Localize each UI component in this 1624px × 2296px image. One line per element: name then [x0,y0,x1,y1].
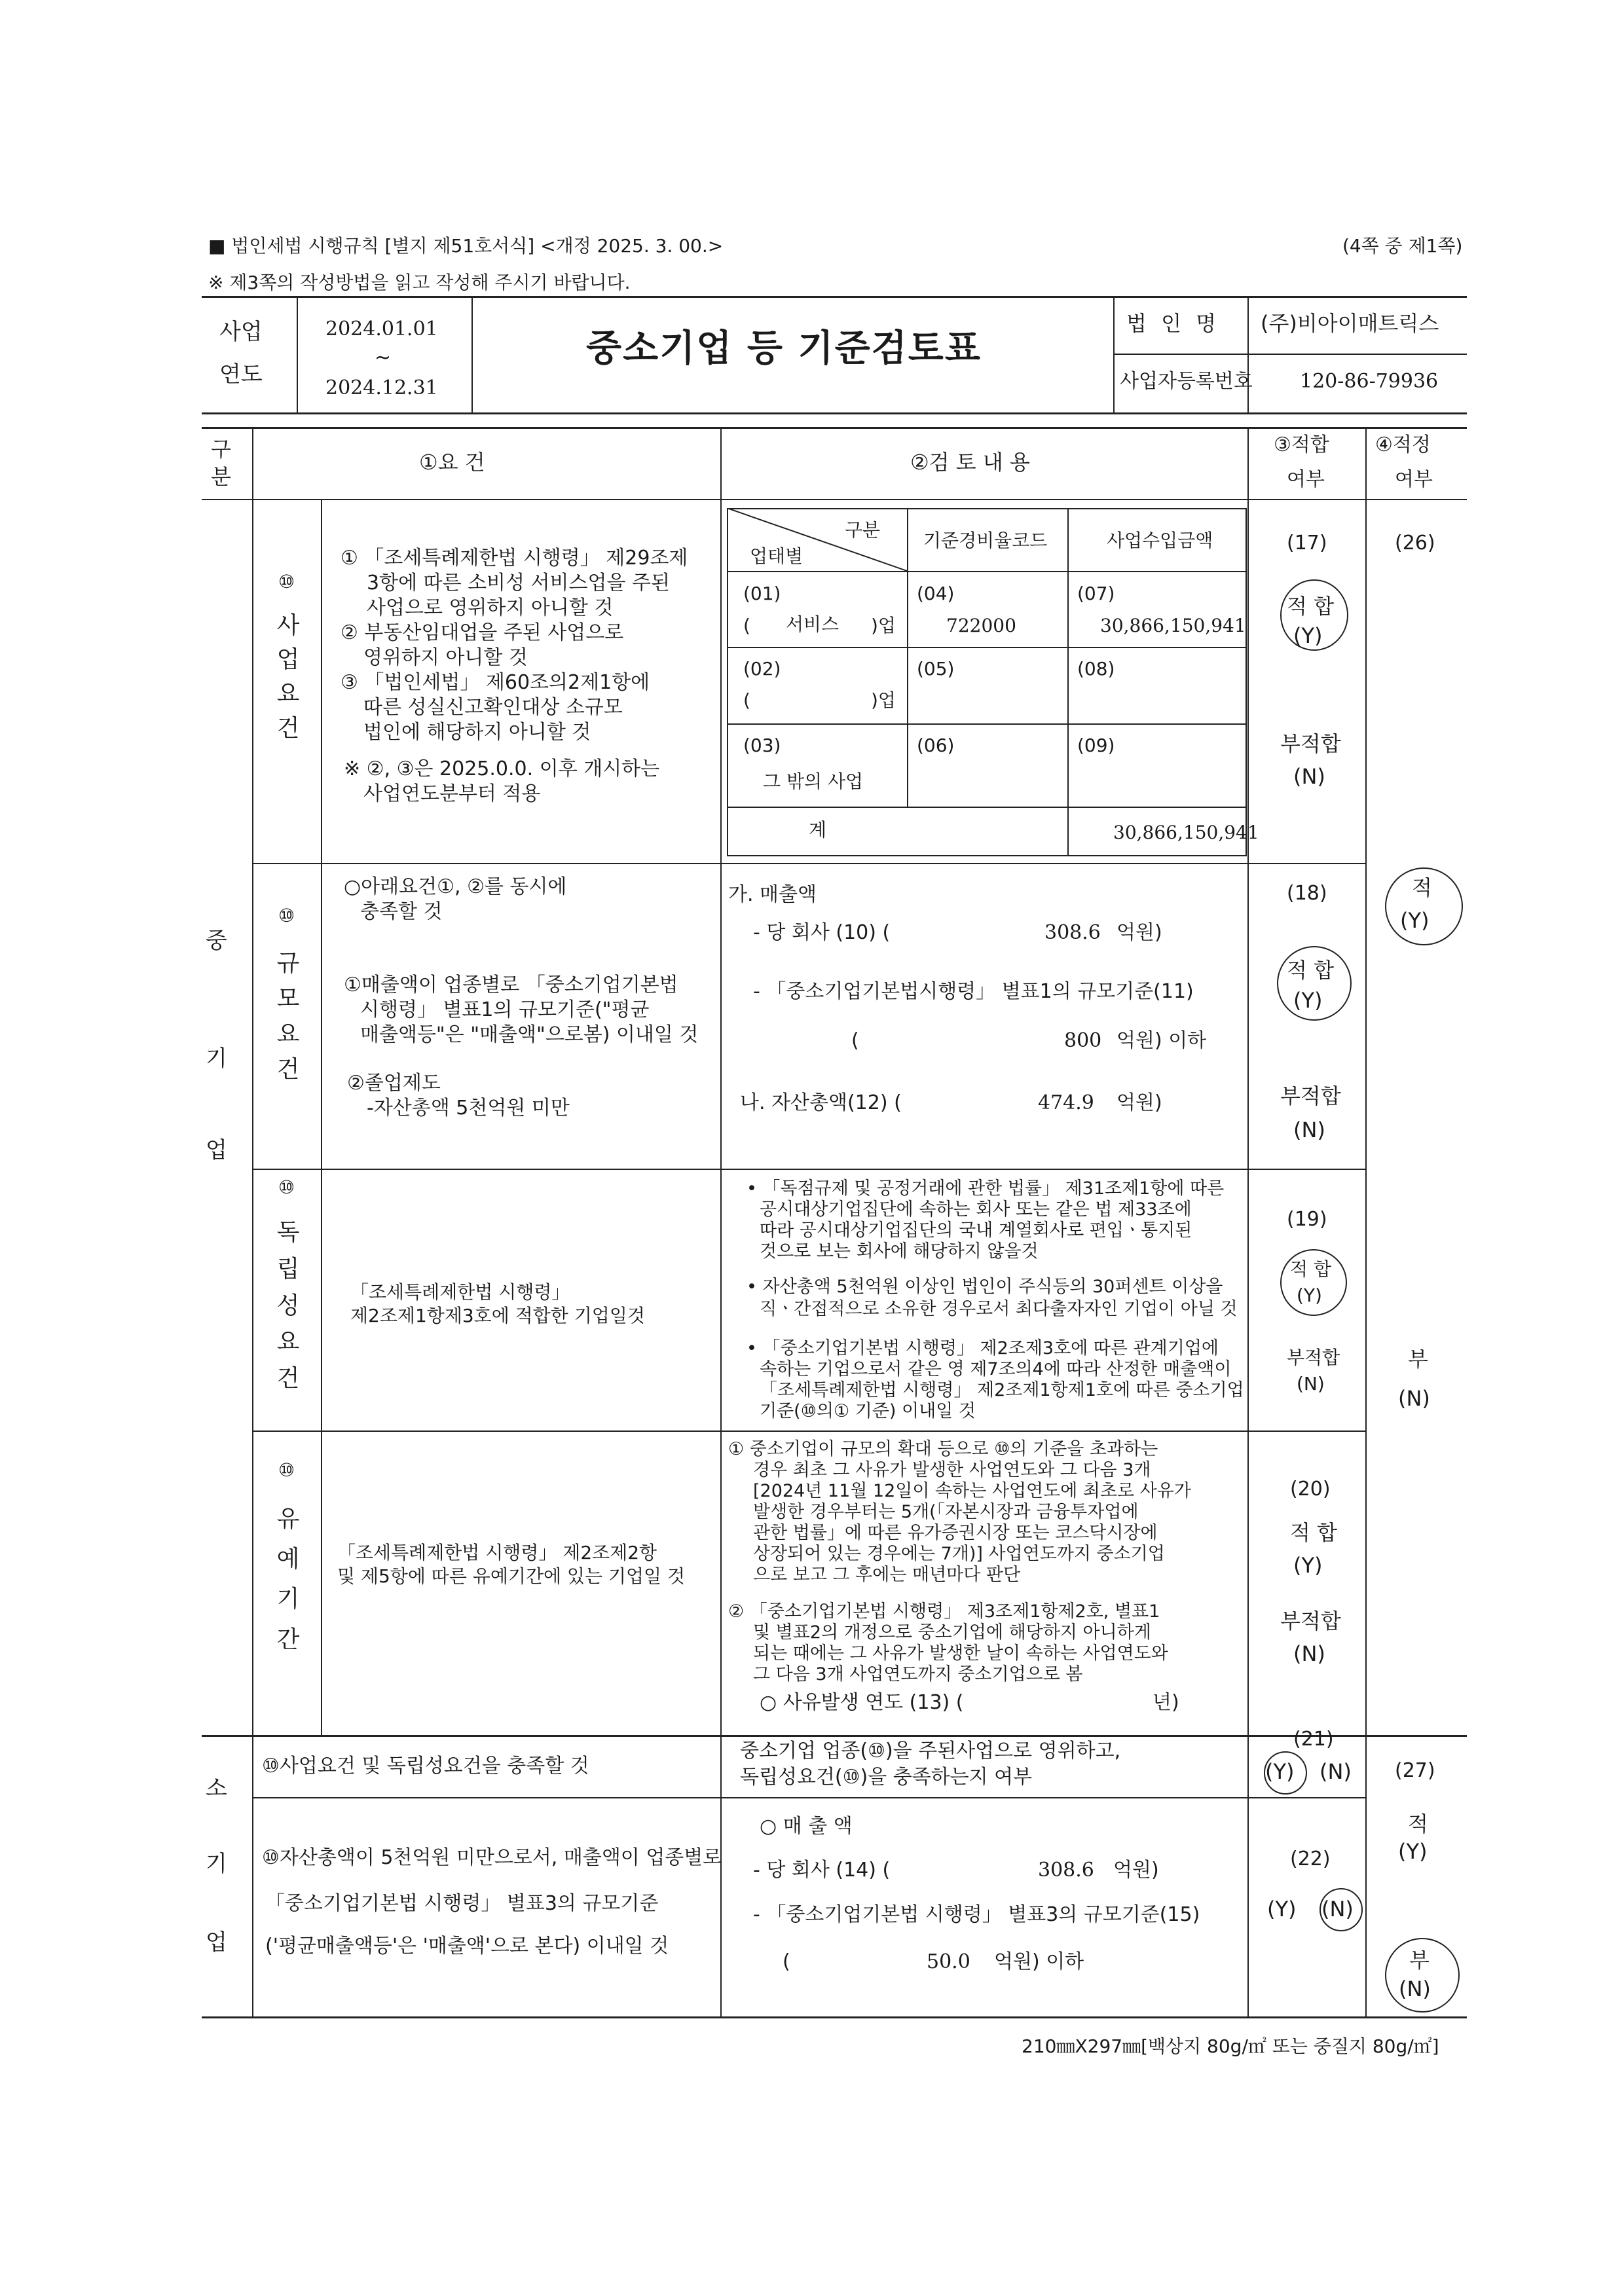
r101-proper-code: (26) [1395,532,1435,555]
r102-req-1: ○아래요건①, ②를 동시에 [344,875,567,898]
r104-rev-11: 그 다음 3개 사업연도까지 중소기업으로 봄 [753,1664,1083,1685]
section-sme-char-2: 기 [206,1046,227,1072]
col-line-review [1247,427,1249,2016]
r105-rev-1: 중소기업 업종(⑩)을 주된사업으로 영위하고, [740,1740,1121,1762]
r101-number: ⑩ [278,571,295,592]
r101-fit-code: (17) [1287,532,1327,555]
r102-fit-no: 부적합 [1280,1084,1341,1108]
r102-proper-y: (Y) [1400,908,1430,933]
r104-req-2: 및 제5항에 따른 유예기간에 있는 기업일 것 [337,1565,686,1587]
title-divider-2 [471,296,473,412]
inner-row-2 [727,647,1247,648]
inner-r2-paren-r: )업 [871,689,896,711]
r103-rev-5: • 자산총액 5천억원 이상인 법인이 주식등의 30퍼센트 이상을 [747,1277,1223,1297]
inner-r1-code: 722000 [946,615,1016,636]
r106-req-2: 「중소기업기본법 시행령」 별표3의 규모기준 [265,1892,659,1915]
r106-fit-n: (N) [1321,1897,1354,1922]
r102-rev-2-unit: 억원) [1116,921,1162,944]
r102-proper-yes: 적 [1412,875,1432,900]
r106-proper-y: (Y) [1398,1839,1428,1864]
r101-title: 사 업 요 건 [276,612,300,742]
r103-rev-7: • 「중소기업기본법 시행령」 제2조제3호에 따른 관계기업에 [747,1338,1219,1358]
r101-fit-no: 부적합 [1280,731,1341,756]
r101-req-2: 3항에 따른 소비성 서비스업을 주된 [367,572,670,594]
r102-req-5: 매출액등"은 "매출액"으로봄) 이내일 것 [360,1023,699,1046]
r101-req-6: ③ 「법인세법」 제60조의2제1항에 [341,671,650,694]
year-label-1: 사업 [219,319,263,345]
r101-fit-yes: 적 합 [1287,594,1334,619]
r105-proper-code: (27) [1395,1759,1435,1782]
r104-rev-1: ① 중소기업이 규모의 확대 등으로 ⑩의 기준을 초과하는 [728,1439,1158,1459]
period-separator: ~ [375,346,392,369]
r104-rev-12-unit: 년) [1153,1691,1179,1714]
inner-r3-code-no: (06) [917,735,955,756]
r103-rev-2: 공시대상기업집단에 속하는 회사 또는 같은 법 제33조에 [760,1199,1192,1220]
inner-total-label: 계 [809,819,827,841]
r103-fit-n: (N) [1297,1373,1325,1394]
r101-note-1: ※ ②, ③은 2025.0.0. 이후 개시하는 [344,757,660,780]
title-top-border [202,296,1467,298]
inner-r1-paren-l: ( [743,615,750,636]
r102-req-3: ①매출액이 업종별로 「중소기업기본법 [344,974,678,996]
r101-req-5: 영위하지 아니할 것 [363,646,528,669]
r104-title: 유 예 기 간 [276,1506,300,1653]
r105-requirement: ⑩사업요건 및 독립성요건을 충족할 것 [262,1755,589,1777]
r104-rev-8: ② 「중소기업기본법 시행령」 제3조제1항제2호, 별표1 [728,1601,1160,1622]
table-bottom-border [202,2016,1467,2018]
r101-fit-y: (Y) [1293,623,1323,648]
r106-proper-no: 부 [1409,1948,1430,1973]
inner-h-code: 기준경비율코드 [923,530,1048,551]
period-end: 2024.12.31 [325,376,438,399]
inner-r2-code-no: (05) [917,658,955,680]
r104-req-1: 「조세특례제한법 시행령」 제2조제2항 [337,1542,657,1563]
header-fit-1: ③적합 [1274,433,1329,456]
period-start: 2024.01.01 [325,318,438,340]
header-proper-1: ④적정 [1375,433,1431,456]
inner-r1-paren-r: )업 [871,615,896,636]
title-divider-h [1113,354,1467,355]
section-small-char-1: 소 [206,1776,227,1802]
r102-fit-n: (N) [1293,1118,1325,1142]
r101-req-3: 사업으로 영위하지 아니할 것 [367,596,614,619]
r102-req-6: ②졸업제도 [347,1072,441,1095]
inner-row-4 [727,807,1247,808]
biz-no: 120-86-79936 [1300,370,1439,393]
inner-r1-name: 서비스 [786,613,840,635]
inner-h-amount: 사업수입금액 [1107,530,1213,551]
r106-rev-1: ○ 매 출 액 [760,1815,853,1838]
r103-req-2: 제2조제1항제3호에 적합한 기업일것 [350,1305,645,1326]
r106-fit-code: (22) [1290,1848,1331,1870]
r102-rev-5-unit: 억원) [1116,1091,1162,1114]
inner-r2-paren-l: ( [743,689,750,711]
r104-rev-12: ○ 사유발생 연도 (13) ( [760,1691,964,1714]
inner-r3-amt-no: (09) [1077,735,1115,756]
section-small-char-2: 기 [206,1851,227,1877]
r103-fit-no: 부적합 [1287,1347,1340,1368]
biz-no-label: 사업자등록번호 [1120,370,1253,393]
header-requirement: ①요 건 [419,450,485,475]
header-proper-2: 여부 [1395,468,1433,491]
table-header-bottom [202,499,1467,500]
header-fit-2: 여부 [1287,468,1325,491]
col-line-category [252,427,253,2016]
inner-r1-no: (01) [743,583,781,604]
inner-row-3 [727,723,1247,725]
r106-rev-4-l: ( [783,1950,790,1973]
r103-req-1: 「조세특례제한법 시행령」 [350,1281,570,1303]
r105-fit-code: (21) [1293,1728,1334,1751]
r102-rev-4-val: 800 [1064,1029,1102,1052]
r102-req-7: -자산총액 5천억원 미만 [367,1097,570,1120]
corp-name-label: 법 인 명 [1126,311,1221,336]
row-line-101 [252,863,1365,864]
r102-rev-3: - 「중소기업기본법시행령」 별표1의 규모기준(11) [753,980,1194,1003]
inner-total-amt: 30,866,150,941 [1113,822,1259,843]
r103-proper-n: (N) [1398,1386,1430,1411]
header-category-1: 구 [211,437,231,462]
year-label-2: 연도 [219,361,263,388]
r106-rev-4-unit: 억원) 이하 [994,1950,1084,1973]
r104-fit-yes: 적 합 [1290,1520,1337,1545]
col-line-rowtitle [321,499,322,1735]
corp-name: (주)비아이매트릭스 [1261,311,1439,336]
inner-r3-no: (03) [743,735,781,756]
r102-fit-yes: 적 합 [1287,958,1334,983]
r101-req-4: ② 부동산임대업을 주된 사업으로 [341,621,624,644]
r102-fit-y: (Y) [1293,988,1323,1013]
r106-proper-n: (N) [1399,1977,1431,2001]
row-line-105 [252,1797,1365,1798]
row-line-103 [252,1430,1365,1432]
r102-fit-code: (18) [1287,882,1327,905]
r106-rev-3: - 「중소기업기본법 시행령」 별표3의 규모기준(15) [753,1903,1200,1926]
r106-rev-2: - 당 회사 (14) ( [753,1859,891,1882]
r104-fit-code: (20) [1290,1478,1331,1501]
r102-title: 규 모 요 건 [276,950,300,1083]
r102-req-2: 충족할 것 [360,900,443,923]
r104-rev-10: 되는 때에는 그 사유가 발생한 날이 속하는 사업연도와 [753,1643,1168,1664]
inner-col-1 [907,508,908,807]
page-info: (4쪽 중 제1쪽) [1342,235,1463,257]
r106-req-3: ('평균매출액등'은 '매출액'으로 본다) 이내일 것 [265,1935,669,1958]
r106-rev-2-val: 308.6 [1038,1859,1094,1882]
section-sme-char-3: 업 [206,1137,227,1163]
r102-rev-5: 나. 자산총액(12) ( [740,1091,902,1114]
r103-rev-3: 따라 공시대상기업집단의 국내 계열회사로 편입ㆍ통지된 [760,1220,1192,1241]
r103-fit-yes: 적 합 [1290,1258,1331,1280]
instruction-note: ※ 제3쪽의 작성방법을 읽고 작성해 주시기 바랍니다. [208,272,631,293]
r104-rev-9: 및 별표2의 개정으로 중소기업에 해당하지 아니하게 [753,1622,1151,1643]
r104-rev-2: 경우 최초 그 사유가 발생한 사업연도와 그 다음 3개 [753,1460,1151,1480]
r104-rev-4: 발생한 경우부터는 5개(「자본시장과 금융투자업에 [753,1502,1139,1522]
r102-rev-4-l: ( [851,1029,859,1052]
section-small-char-3: 업 [206,1929,227,1956]
r102-rev-4-unit: 억원) 이하 [1116,1029,1207,1052]
r105-rev-2: 독립성요건(⑩)을 충족하는지 여부 [740,1766,1033,1789]
r102-req-4: 시행령」 별표1의 규모기준("평균 [360,998,650,1021]
r101-req-8: 법인에 해당하지 아니할 것 [363,721,591,744]
r103-rev-9: 「조세특례제한법 시행령」 제2조제1항제1호에 따른 중소기업 [760,1380,1244,1400]
r103-rev-10: 기준(⑩의① 기준) 이내일 것 [760,1401,976,1421]
r103-proper-no: 부 [1408,1347,1428,1372]
r104-rev-3: [2024년 11월 12일이 속하는 사업연도에 최초로 사유가 [753,1481,1191,1501]
r104-rev-7: 으로 보고 그 후에는 매년마다 판단 [753,1565,1021,1585]
r103-rev-1: • 「독점규제 및 공정거래에 관한 법률」 제31조제1항에 따른 [747,1178,1225,1199]
row-line-102 [252,1169,1365,1170]
r102-rev-1: 가. 매출액 [728,883,817,906]
document-title: 중소기업 등 기준검토표 [586,327,982,370]
r106-req-1: ⑩자산총액이 5천억원 미만으로서, 매출액이 업종별로 [262,1846,722,1869]
r103-rev-6: 직ㆍ간접적으로 소유한 경우로서 최다출자자인 기업이 아닐 것 [760,1299,1238,1319]
inner-r2-no: (02) [743,658,781,680]
r104-number: ⑩ [278,1459,295,1481]
form-reference: ■ 법인세법 시행규칙 [별지 제51호서식] <개정 2025. 3. 00.> [208,235,724,257]
r104-fit-y: (Y) [1293,1553,1323,1578]
r105-fit-n: (N) [1320,1759,1352,1784]
r106-proper-yes: 적 [1408,1812,1428,1836]
r102-rev-2-val: 308.6 [1044,921,1101,944]
r104-rev-6: 상장되어 있는 경우에는 7개)] 사업연도까지 중소기업 [753,1544,1165,1564]
inner-h-industry: 업태별 [750,545,803,567]
r102-number: ⑩ [278,905,295,926]
r101-fit-n: (N) [1293,764,1325,789]
r102-rev-5-val: 474.9 [1038,1091,1094,1114]
inner-r1-amt: 30,866,150,941 [1100,615,1246,636]
inner-row-1 [727,571,1247,572]
col-line-fit [1365,427,1367,2016]
paper-spec: 210㎜X297㎜[백상지 80g/㎡ 또는 중질지 80g/㎡] [1022,2035,1439,2057]
r103-fit-y: (Y) [1297,1285,1322,1306]
inner-r3-name: 그 밖의 사업 [763,771,864,792]
r104-rev-5: 관한 법률」에 따른 유가증권시장 또는 코스닥시장에 [753,1523,1158,1543]
sme-bottom-border [202,1735,1467,1737]
r101-note-2: 사업연도분부터 적용 [363,782,541,805]
r103-fit-code: (19) [1287,1208,1327,1231]
table-top-border [202,427,1467,429]
inner-r1-code-no: (04) [917,583,955,604]
col-line-requirement [720,427,722,2016]
r106-rev-4-val: 50.0 [927,1950,970,1973]
header-category-2: 분 [211,464,231,489]
inner-r2-amt-no: (08) [1077,658,1115,680]
r101-req-7: 따른 성실신고확인대상 소규모 [363,696,623,719]
title-bottom-border [202,412,1467,414]
r103-rev-4: 것으로 보는 회사에 해당하지 않을것 [760,1241,1039,1262]
r102-rev-2: - 당 회사 (10) ( [753,921,891,944]
r106-rev-2-unit: 억원) [1113,1859,1159,1882]
r105-fit-y: (Y) [1265,1759,1295,1784]
r104-fit-no: 부적합 [1280,1609,1341,1633]
r101-req-1: ① 「조세특례제한법 시행령」 제29조제 [341,547,688,570]
r103-number: ⑩ [278,1176,295,1198]
r103-rev-8: 속하는 기업으로서 같은 영 제7조의4에 따라 산정한 매출액이 [760,1359,1232,1379]
r104-fit-n: (N) [1293,1641,1325,1666]
header-review: ②검 토 내 용 [910,450,1030,475]
r103-title: 독 립 성 요 건 [276,1219,300,1393]
inner-r1-amt-no: (07) [1077,583,1115,604]
r106-fit-y: (Y) [1267,1897,1297,1922]
inner-h-category: 구분 [845,519,881,541]
title-divider-1 [297,296,298,412]
inner-col-2 [1067,508,1069,856]
section-sme-char-1: 중 [206,928,227,954]
